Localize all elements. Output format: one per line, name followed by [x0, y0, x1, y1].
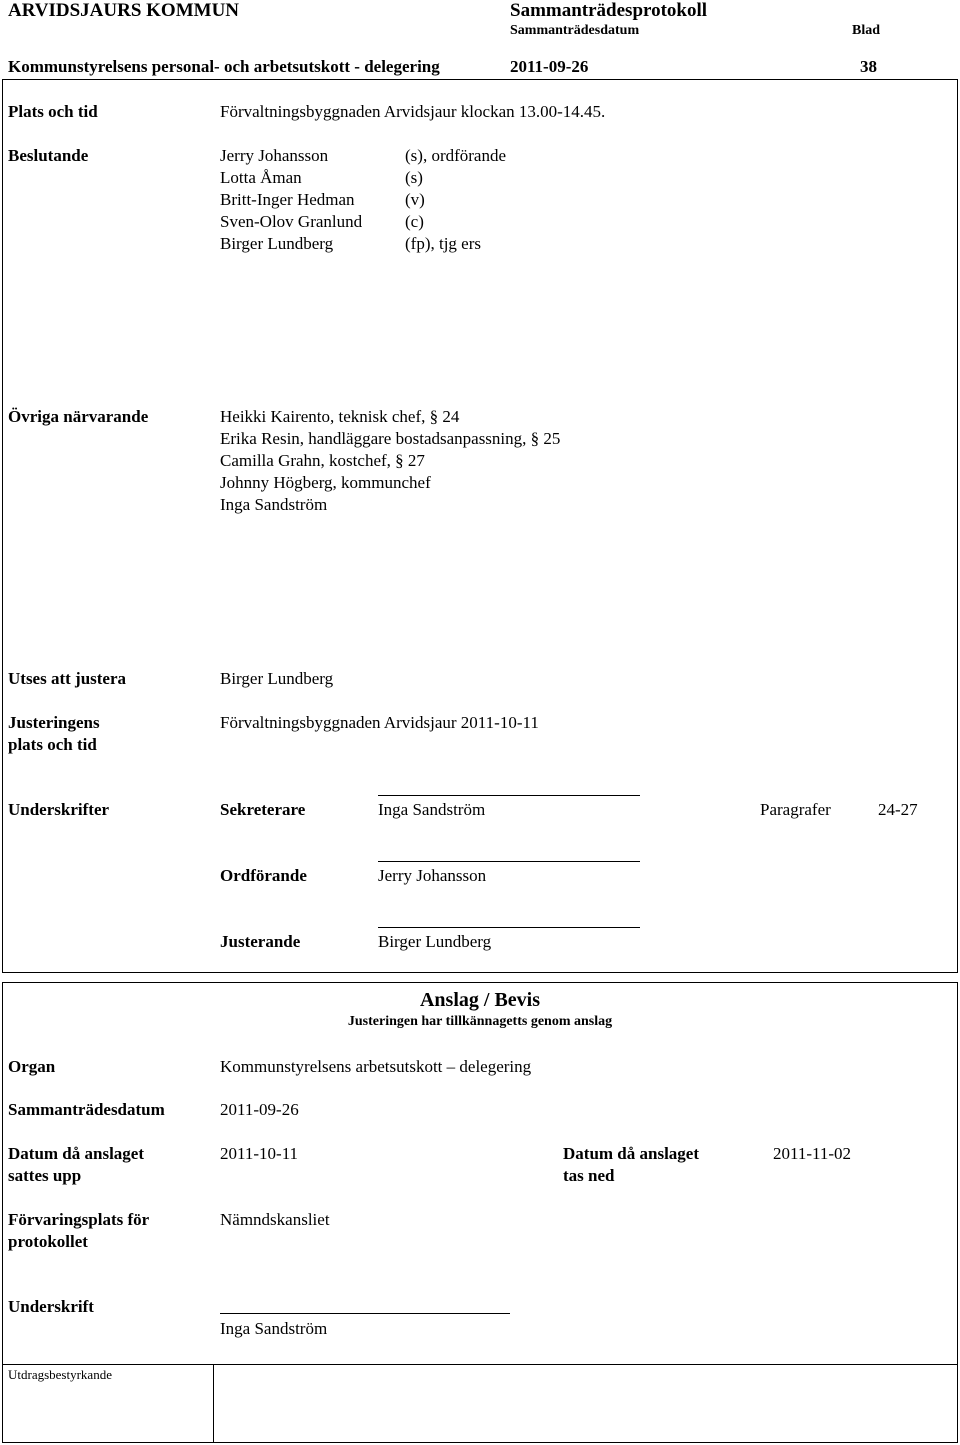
- deciding-name: Sven-Olov Granlund: [220, 212, 363, 231]
- municipality-name: ARVIDSJAURS KOMMUN: [8, 0, 240, 21]
- deciding-name: Britt-Inger Hedman: [220, 190, 355, 209]
- paragraphs-value: 24-27: [878, 800, 918, 819]
- paragraphs-label: Paragrafer: [760, 800, 831, 819]
- organ-label: Organ: [8, 1057, 56, 1076]
- adjuster-value: Birger Lundberg: [220, 669, 334, 688]
- notice-subtitle: Justeringen har tillkännagetts genom anslag: [347, 1014, 613, 1029]
- meeting-date: 2011-09-26: [510, 57, 589, 76]
- sign-label: Underskrift: [8, 1297, 94, 1316]
- deciding-name: Jerry Johansson: [220, 146, 329, 165]
- adjust-value: Förvaltningsbyggnaden Arvidsjaur 2011-10-11: [220, 713, 539, 732]
- removed-label: Datum då anslaget: [563, 1144, 700, 1163]
- chair-name: Jerry Johansson: [378, 866, 487, 885]
- date-column-label: Sammanträdesdatum: [510, 23, 640, 38]
- deciding-role: (fp), tjg ers: [405, 234, 482, 253]
- committee-name: Kommunstyrelsens personal- och arbetsutskott - delegering: [8, 57, 440, 76]
- deciding-role: (s): [405, 168, 423, 187]
- others-item: Camilla Grahn, kostchef, § 27: [220, 451, 425, 470]
- chair-signature-line: [378, 861, 640, 862]
- extract-column-divider: [213, 1364, 214, 1443]
- storage-value: Nämndskansliet: [220, 1210, 330, 1229]
- signatures-label: Underskrifter: [8, 800, 110, 819]
- protocol-box: [2, 79, 958, 973]
- page-number: 38: [860, 57, 877, 76]
- removed-value: 2011-11-02: [773, 1144, 852, 1163]
- others-label: Övriga närvarande: [8, 407, 149, 426]
- deciding-role: (c): [405, 212, 424, 231]
- removed-label-2: tas ned: [563, 1166, 615, 1185]
- storage-label: Förvaringsplats för: [8, 1210, 150, 1229]
- document-type: Sammanträdesprotokoll: [510, 0, 708, 21]
- posted-value: 2011-10-11: [220, 1144, 299, 1163]
- others-item: Johnny Högberg, kommunchef: [220, 473, 431, 492]
- page-column-label: Blad: [852, 23, 881, 38]
- secretary-signature-line: [378, 795, 640, 796]
- adjust-time-label: plats och tid: [8, 735, 97, 754]
- adjuster-signature-line: [378, 927, 640, 928]
- deciding-name: Birger Lundberg: [220, 234, 334, 253]
- others-item: Erika Resin, handläggare bostadsanpassning, § 25: [220, 429, 561, 448]
- posted-label: Datum då anslaget: [8, 1144, 145, 1163]
- chair-label: Ordförande: [220, 866, 307, 885]
- sign-name: Inga Sandström: [220, 1319, 328, 1338]
- storage-label-2: protokollet: [8, 1232, 88, 1251]
- place-label: Plats och tid: [8, 102, 98, 121]
- deciding-role: (v): [405, 190, 425, 209]
- extract-divider: [2, 1364, 958, 1365]
- extract-label: Utdragsbestyrkande: [8, 1367, 112, 1382]
- posted-label-2: sattes upp: [8, 1166, 82, 1185]
- adjuster-label: Utses att justera: [8, 669, 127, 688]
- place-value: Förvaltningsbyggnaden Arvidsjaur klockan 13.00-14.45.: [220, 102, 606, 121]
- adjuster-sign-label: Justerande: [220, 932, 301, 951]
- notice-title: Anslag / Bevis: [419, 989, 541, 1011]
- notice-signature-line: [220, 1313, 510, 1314]
- secretary-name: Inga Sandström: [378, 800, 486, 819]
- others-item: Inga Sandström: [220, 495, 328, 514]
- organ-value: Kommunstyrelsens arbetsutskott – delegering: [220, 1057, 532, 1076]
- adjuster-sign-name: Birger Lundberg: [378, 932, 492, 951]
- secretary-label: Sekreterare: [220, 800, 306, 819]
- adjust-place-label: Justeringens: [8, 713, 100, 732]
- notice-date-label: Sammanträdesdatum: [8, 1100, 165, 1119]
- notice-date-value: 2011-09-26: [220, 1100, 299, 1119]
- deciding-label: Beslutande: [8, 146, 89, 165]
- deciding-name: Lotta Åman: [220, 168, 302, 187]
- others-item: Heikki Kairento, teknisk chef, § 24: [220, 407, 460, 426]
- deciding-role: (s), ordförande: [405, 146, 507, 165]
